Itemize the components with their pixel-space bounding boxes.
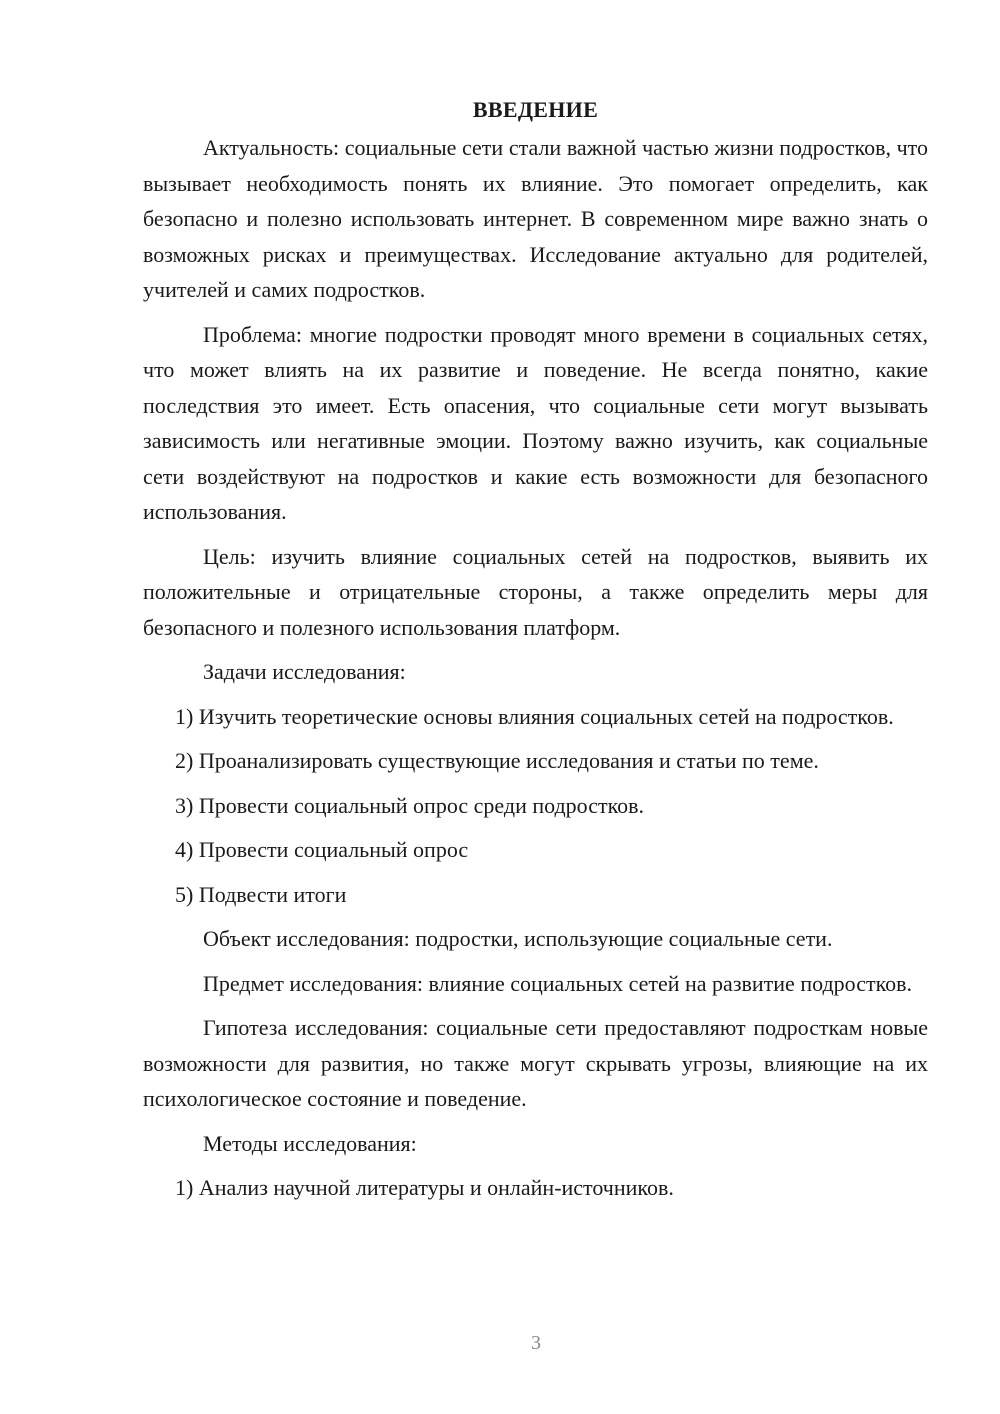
relevance-paragraph: Актуальность: социальные сети стали важной частью жизни подростков, что вызывает необходимость понять их влияние. Это помогает определить, как безопасно и полезно использовать интернет. В современном мире важно знать о возможных рисках и преимуществах. Исследование актуально для родителей, учителей и самих подростков. <box>143 135 928 302</box>
tasks-heading: Задачи исследования: <box>203 659 406 684</box>
task-item-5: 5) Подвести итоги <box>175 881 347 907</box>
task-item-1: 1) Изучить теоретические основы влияния социальных сетей на подростков. <box>175 703 894 729</box>
goal-paragraph: Цель: изучить влияние социальных сетей на подростков, выявить их положительные и отрицательные стороны, а также определить меры для безопасного и полезного использования платформ. <box>143 543 928 640</box>
object-paragraph: Объект исследования: подростки, использующие социальные сети. <box>203 926 833 951</box>
section-title: ВВЕДЕНИЕ <box>472 97 599 122</box>
problem-paragraph: Проблема: многие подростки проводят много времени в социальных сетях, что может влиять на их развитие и поведение. Не всегда понятно, какие последствия это имеет. Есть опасения, что социальные сети могут вызывать зависимость или негативные эмоции. Поэтому важно изучить, как социальные сети воздействуют на подростков и какие есть возможности для безопасного использования. <box>143 321 928 524</box>
task-item-3: 3) Провести социальный опрос среди подростков. <box>175 792 645 818</box>
task-item-4: 4) Провести социальный опрос <box>175 837 469 862</box>
method-item-1: 1) Анализ научной литературы и онлайн-источников. <box>175 1175 674 1200</box>
page-number: 3 <box>531 1332 541 1354</box>
methods-heading: Методы исследования: <box>203 1130 417 1156</box>
hypothesis-paragraph: Гипотеза исследования: социальные сети предоставляют подросткам новые возможности для развития, но также могут скрывать угрозы, влияющие на их психологическое состояние и поведение. <box>143 1015 928 1111</box>
task-item-2: 2) Проанализировать существующие исследования и статьи по теме. <box>175 748 819 773</box>
subject-paragraph: Предмет исследования: влияние социальных сетей на развитие подростков. <box>203 970 913 996</box>
document-page <box>143 92 928 1215</box>
